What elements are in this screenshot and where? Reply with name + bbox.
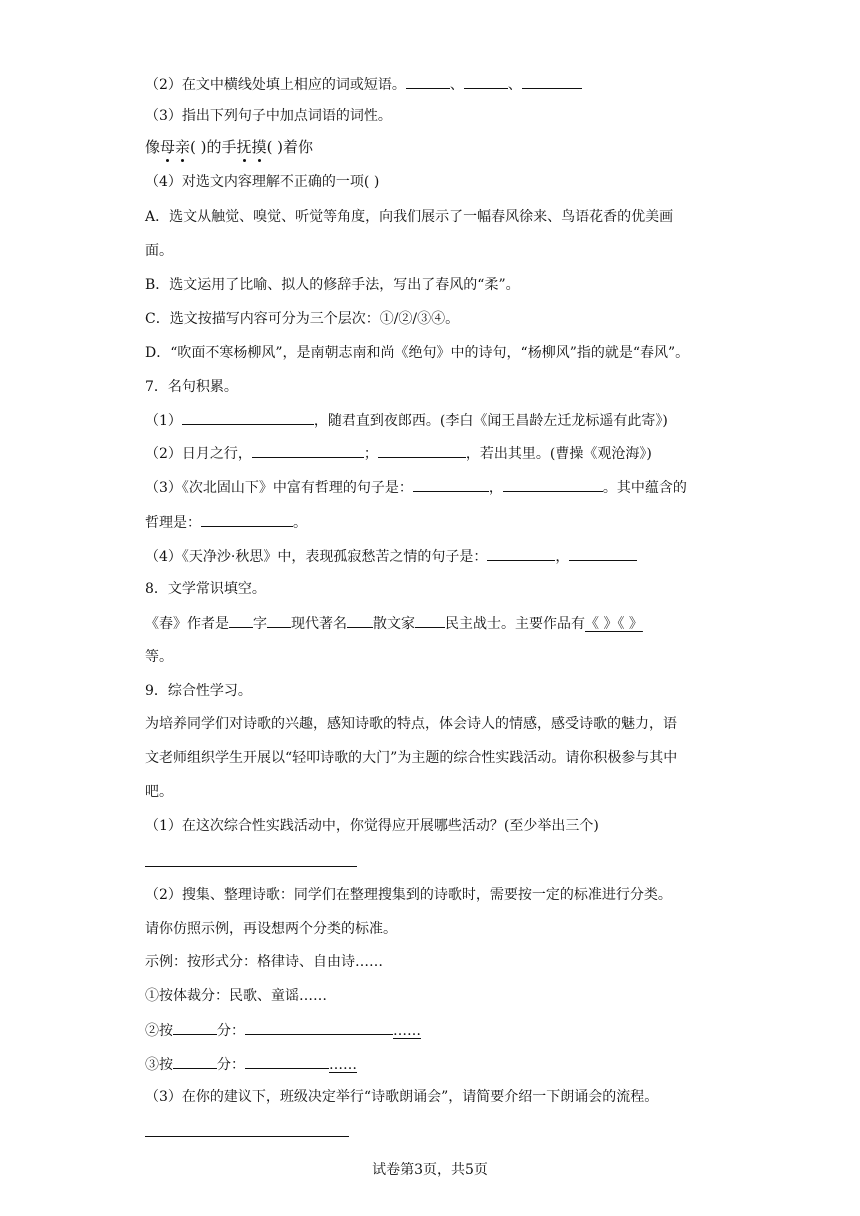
answer-blank[interactable]	[569, 546, 637, 561]
answer-line[interactable]	[145, 866, 357, 867]
q6-option-b: B．选文运用了比喻、拟人的修辞手法，写出了春风的“柔”。	[145, 277, 520, 293]
q9-intro-3: 吧。	[145, 784, 173, 800]
works-blank[interactable]: 《 》《 》	[585, 616, 643, 632]
answer-blank[interactable]	[415, 613, 445, 628]
q9-category-3: ③按 分： ……	[145, 1054, 357, 1075]
q8-fill-cont: 等。	[145, 649, 173, 665]
q9-intro-2: 文老师组织学生开展以“轻叩诗歌的大门”为主题的综合性实践活动。请你积极参与其中	[145, 750, 678, 766]
dotted-char: 亲	[175, 138, 191, 156]
answer-blank[interactable]	[245, 1020, 393, 1035]
answer-line[interactable]	[145, 1136, 349, 1137]
answer-blank[interactable]	[173, 1020, 217, 1035]
q6-part2-text: （2）在文中横线处填上相应的词或短语。	[145, 77, 406, 93]
q9-part3: （3）在你的建议下，班级决定举行“诗歌朗诵会”，请简要介绍一下朗诵会的流程。	[145, 1089, 659, 1105]
q9-part2-1: （2）搜集、整理诗歌：同学们在整理搜集到的诗歌时，需要按一定的标准进行分类。	[145, 887, 672, 903]
q7-title: 7．名句积累。	[145, 379, 238, 395]
q9-example: 示例：按形式分：格律诗、自由诗……	[145, 954, 383, 970]
q7-item4: （4）《天净沙·秋思》中，表现孤寂愁苦之情的句子是： ，	[145, 546, 637, 567]
q9-title: 9．综合性学习。	[145, 683, 252, 699]
q8-fill: 《春》作者是 字 现代著名 散文家 民主战士。主要作品有《 》《 》	[145, 613, 643, 634]
q6-option-a-cont: 面。	[145, 243, 173, 259]
q7-item3-cont: 哲理是： 。	[145, 512, 307, 533]
q9-part1: （1）在这次综合性实践活动中，你觉得应开展哪些活动？(至少举出三个)	[145, 818, 599, 834]
answer-blank[interactable]	[347, 613, 373, 628]
dotted-char: 母	[160, 138, 176, 156]
q7-item3: （3）《次北固山下》中富有哲理的句子是： ， 。其中蕴含的	[145, 477, 687, 498]
q6-option-d: D．“吹面不寒杨柳风”，是南朝志南和尚《绝句》中的诗句，“杨柳风”指的就是“春风”。	[145, 345, 690, 361]
q9-part2-2: 请你仿照示例，再设想两个分类的标准。	[145, 921, 397, 937]
q6-part3	[145, 106, 392, 126]
answer-blank[interactable]	[413, 477, 489, 492]
q6-part3-sentence: 像母亲( )的手抚摸( )着你	[145, 138, 314, 156]
answer-blank[interactable]	[487, 546, 555, 561]
q9-intro-1: 为培养同学们对诗歌的兴趣，感知诗歌的特点，体会诗人的情感，感受诗歌的魅力，语	[145, 716, 677, 732]
answer-blank[interactable]	[182, 410, 314, 425]
q9-category-2: ②按 分： ……	[145, 1020, 421, 1041]
answer-blank[interactable]	[201, 512, 293, 527]
q6-part2: （2）在文中横线处填上相应的词或短语。 、 、	[145, 74, 582, 95]
q8-title: 8．文学常识填空。	[145, 581, 266, 597]
answer-bracket[interactable]: ( )的手	[190, 138, 237, 156]
dotted-char: 抚	[236, 138, 252, 156]
dotted-char: 摸	[251, 138, 267, 156]
answer-blank[interactable]	[252, 443, 364, 458]
answer-blank[interactable]	[464, 74, 508, 89]
q7-item1: （1） ，随君直到夜郎西。(李白《闻王昌龄左迁龙标遥有此寄》)	[145, 410, 668, 431]
answer-blank[interactable]	[267, 613, 291, 628]
page-footer: 试卷第3页，共5页	[372, 1162, 488, 1178]
answer-bracket[interactable]: ( )着你	[266, 138, 314, 156]
q6-part4: （4）对选文内容理解不正确的一项( )	[145, 174, 380, 190]
answer-blank[interactable]	[229, 613, 253, 628]
q7-item2: （2）日月之行， ； ，若出其里。(曹操《观沧海》)	[145, 443, 652, 464]
q6-option-c: C．选文按描写内容可分为三个层次：①/②/③④。	[145, 311, 460, 327]
answer-blank[interactable]	[378, 443, 466, 458]
answer-blank[interactable]	[522, 74, 582, 89]
q6-part3-text: （3）指出下列句子中加点词语的词性。	[145, 108, 392, 124]
answer-blank[interactable]	[245, 1054, 329, 1069]
answer-blank[interactable]	[173, 1054, 217, 1069]
q6-option-a: A．选文从触觉、嗅觉、听觉等角度，向我们展示了一幅春风徐来、鸟语花香的优美画	[145, 209, 674, 225]
q9-category-1: ①按体裁分：民歌、童谣……	[145, 988, 327, 1004]
answer-blank[interactable]	[406, 74, 450, 89]
answer-blank[interactable]	[503, 477, 603, 492]
